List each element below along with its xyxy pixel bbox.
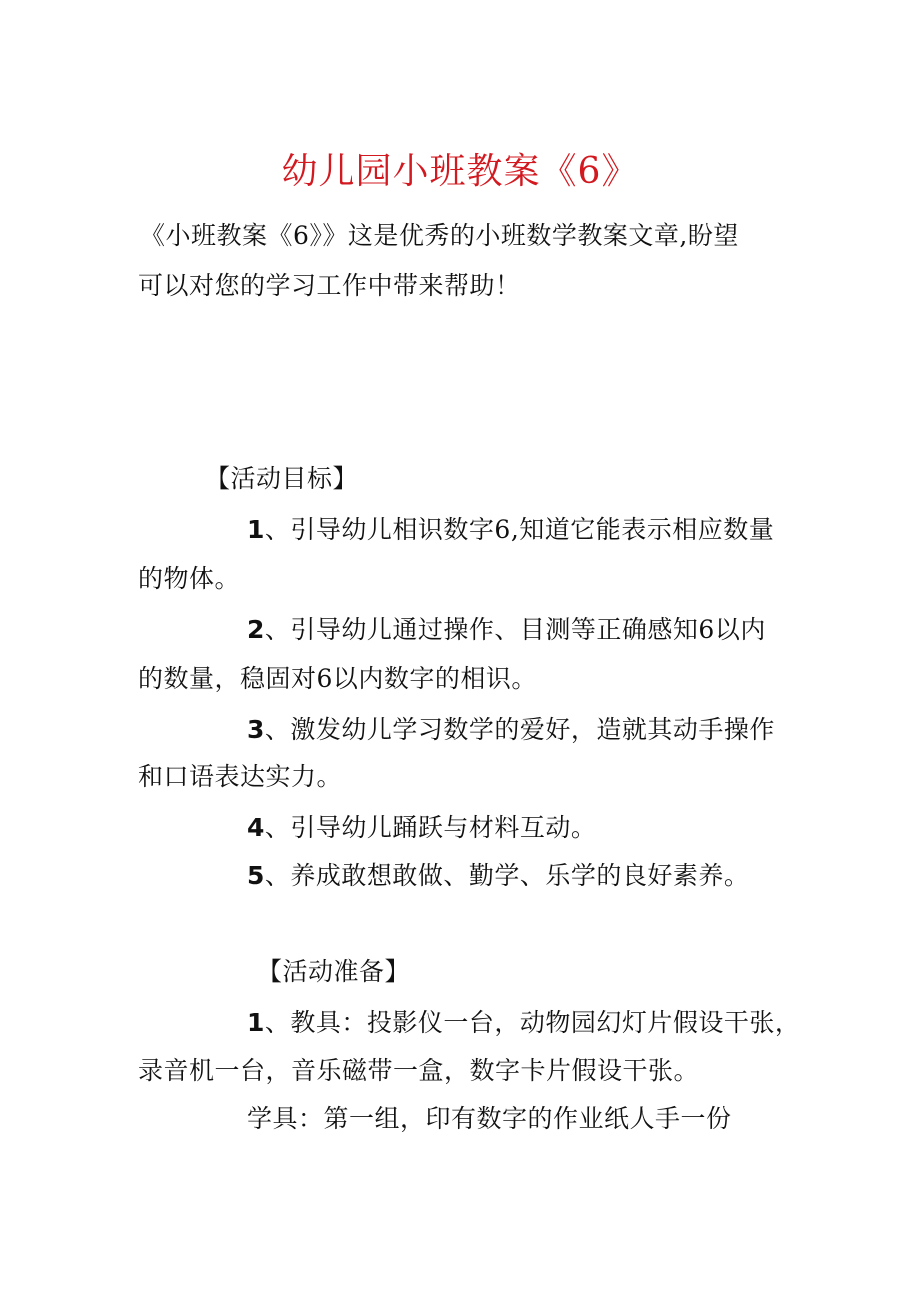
objectives-heading: 【活动目标】 (205, 464, 359, 493)
objective-item-5-text: 、养成敢想敢做、勤学、乐学的良好素养。 (264, 861, 750, 890)
intro-line-1: 《小班教案《6》》这是优秀的小班数学教案文章,盼望 (140, 221, 739, 250)
objective-item-4 (247, 811, 596, 845)
preparation-heading: 【活动准备】 (257, 957, 411, 986)
objective-item-1-line-1 (247, 513, 774, 547)
objective-item-2-text: 、引导幼儿通过操作、目测等正确感知6以内 (264, 615, 766, 644)
objective-item-1-text: 、引导幼儿相识数字6,知道它能表示相应数量 (264, 515, 775, 544)
objective-item-2-number: 2 (247, 615, 265, 644)
objective-item-3-number: 3 (247, 715, 265, 744)
preparation-item-1-number: 1 (247, 1008, 265, 1037)
preparation-item-1-text: 、教具：投影仪一台，动物园幻灯片假设干张， (264, 1008, 801, 1037)
objective-item-4-text: 、引导幼儿踊跃与材料互动。 (264, 813, 597, 842)
objective-item-5 (247, 859, 749, 893)
objective-item-3-line-2: 和口语表达实力。 (138, 762, 343, 791)
objective-item-4-number: 4 (247, 813, 265, 842)
document-title: 幼儿园小班教案《6》 (281, 151, 639, 192)
preparation-item-1-line-2: 录音机一台，音乐磁带一盒，数字卡片假设干张。 (138, 1056, 700, 1085)
preparation-item-1-line-1 (247, 1006, 800, 1040)
objective-item-1-number: 1 (247, 515, 265, 544)
objective-item-3-line-1 (247, 713, 775, 747)
student-tools-line: 学具：第一组，印有数字的作业纸人手一份 (247, 1104, 732, 1133)
objective-item-1-line-2: 的物体。 (138, 564, 241, 593)
intro-line-2: 可以对您的学习工作中带来帮助！ (138, 271, 521, 300)
objective-item-2-line-2: 的数量，稳固对6以内数字的相识。 (138, 664, 537, 693)
objective-item-3-text: 、激发幼儿学习数学的爱好，造就其动手操作 (264, 715, 775, 744)
objective-item-5-number: 5 (247, 861, 265, 890)
objective-item-2-line-1 (247, 613, 766, 647)
